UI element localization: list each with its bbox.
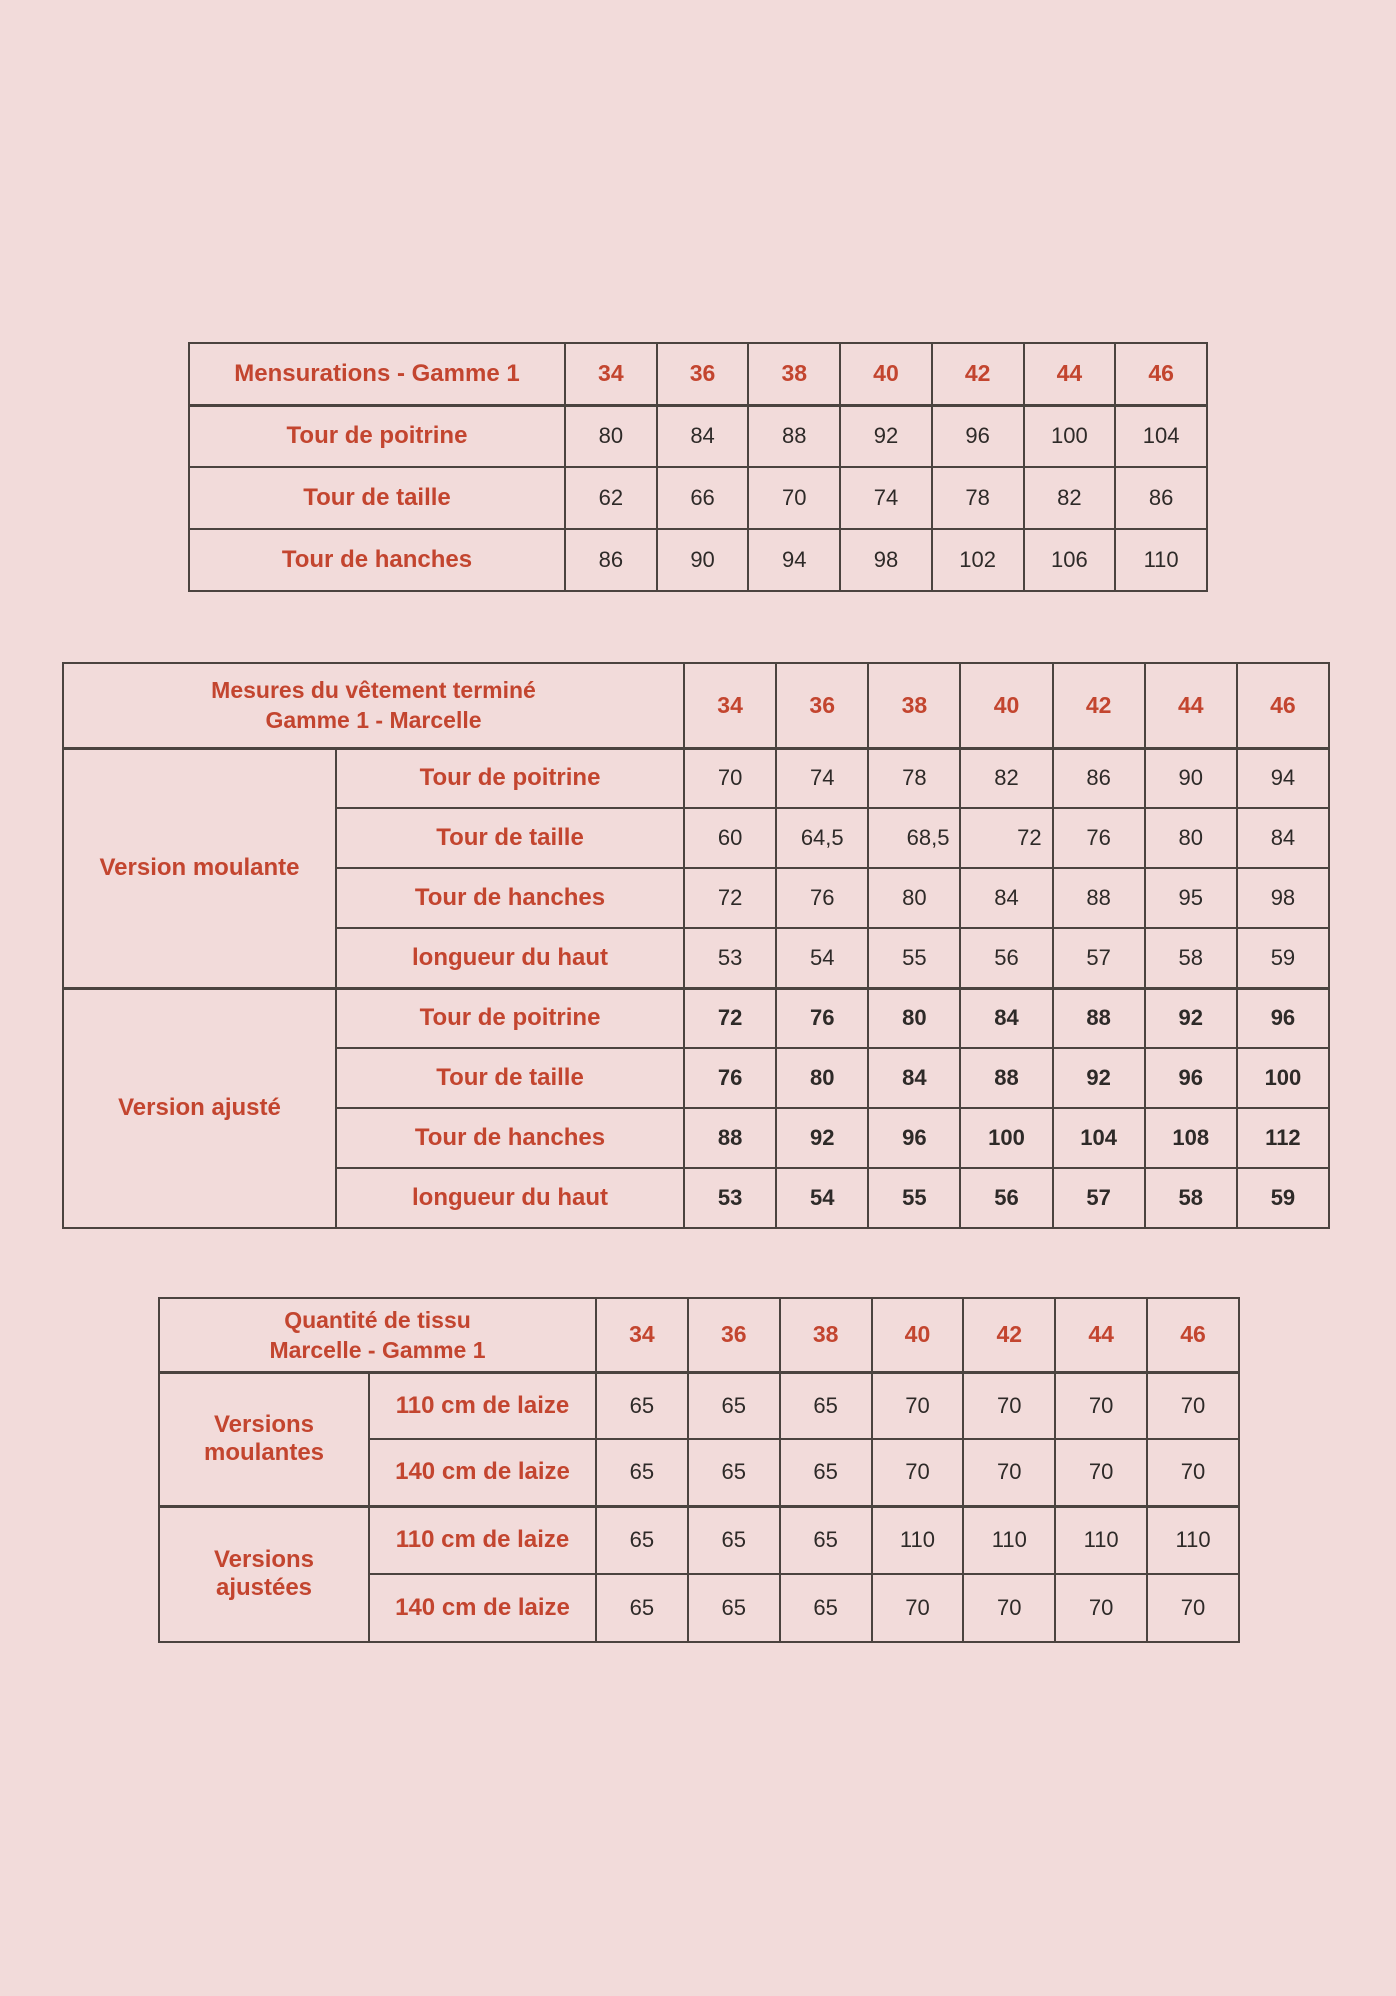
value-cell: 96 xyxy=(932,405,1024,467)
value-cell: 94 xyxy=(748,529,840,591)
value-cell: 96 xyxy=(868,1108,960,1168)
value-cell: 65 xyxy=(596,1574,688,1642)
measure-row-label: Tour de taille xyxy=(336,1048,684,1108)
mensurations-table xyxy=(188,342,1208,592)
value-cell: 70 xyxy=(1055,1439,1147,1506)
value-cell: 55 xyxy=(868,928,960,988)
value-cell: 70 xyxy=(872,1372,964,1439)
size-column-header: 34 xyxy=(684,663,776,748)
value-cell: 104 xyxy=(1115,405,1207,467)
value-cell: 65 xyxy=(780,1439,872,1506)
value-cell: 96 xyxy=(1145,1048,1237,1108)
size-column-header: 46 xyxy=(1115,343,1207,405)
size-column-header: 34 xyxy=(596,1298,688,1372)
size-column-header: 34 xyxy=(565,343,657,405)
size-column-header: 40 xyxy=(872,1298,964,1372)
value-cell: 110 xyxy=(1115,529,1207,591)
value-cell: 58 xyxy=(1145,928,1237,988)
value-cell: 68,5 xyxy=(868,808,960,868)
value-cell: 86 xyxy=(1115,467,1207,529)
value-cell: 98 xyxy=(1237,868,1329,928)
value-cell: 92 xyxy=(1053,1048,1145,1108)
value-cell: 92 xyxy=(840,405,932,467)
value-cell: 100 xyxy=(960,1108,1052,1168)
value-cell: 88 xyxy=(960,1048,1052,1108)
value-cell: 65 xyxy=(688,1372,780,1439)
size-column-header: 36 xyxy=(776,663,868,748)
measure-row-label: Tour de hanches xyxy=(189,529,565,591)
value-cell: 76 xyxy=(776,988,868,1048)
value-cell: 100 xyxy=(1237,1048,1329,1108)
value-cell: 74 xyxy=(776,748,868,808)
value-cell: 70 xyxy=(1147,1439,1239,1506)
fabric-width-label: 110 cm de laize xyxy=(369,1506,596,1574)
value-cell: 106 xyxy=(1024,529,1116,591)
measure-row-label: longueur du haut xyxy=(336,928,684,988)
table-title-line1: Quantité de tissu xyxy=(284,1306,471,1333)
measure-row-label: Tour de hanches xyxy=(336,1108,684,1168)
table-title xyxy=(63,663,684,748)
value-cell: 65 xyxy=(688,1574,780,1642)
value-cell: 70 xyxy=(872,1574,964,1642)
value-cell: 65 xyxy=(780,1574,872,1642)
value-cell: 70 xyxy=(1055,1574,1147,1642)
value-cell: 53 xyxy=(684,928,776,988)
value-cell: 110 xyxy=(872,1506,964,1574)
value-cell: 78 xyxy=(932,467,1024,529)
value-cell: 60 xyxy=(684,808,776,868)
value-cell: 65 xyxy=(596,1439,688,1506)
value-cell: 86 xyxy=(1053,748,1145,808)
table-title-line1: Mesures du vêtement terminé xyxy=(211,677,536,704)
measure-row-label: Tour de taille xyxy=(189,467,565,529)
size-column-header: 40 xyxy=(960,663,1052,748)
measure-row-label: Tour de taille xyxy=(336,808,684,868)
value-cell: 65 xyxy=(688,1506,780,1574)
fabric-quantity-table xyxy=(158,1297,1240,1643)
value-cell: 65 xyxy=(688,1439,780,1506)
value-cell: 100 xyxy=(1024,405,1116,467)
value-cell: 94 xyxy=(1237,748,1329,808)
value-cell: 92 xyxy=(776,1108,868,1168)
value-cell: 72 xyxy=(684,988,776,1048)
value-cell: 95 xyxy=(1145,868,1237,928)
size-column-header: 38 xyxy=(780,1298,872,1372)
value-cell: 84 xyxy=(868,1048,960,1108)
value-cell: 72 xyxy=(960,808,1052,868)
value-cell: 66 xyxy=(657,467,749,529)
section-label-line1: Versions xyxy=(213,1546,315,1574)
fabric-width-label: 140 cm de laize xyxy=(369,1439,596,1506)
table-title-line2: Marcelle - Gamme 1 xyxy=(269,1336,486,1363)
section-label-versions-ajustees xyxy=(159,1506,369,1642)
section-label-line1: Versions xyxy=(213,1411,315,1438)
value-cell: 84 xyxy=(960,868,1052,928)
value-cell: 84 xyxy=(960,988,1052,1048)
value-cell: 90 xyxy=(657,529,749,591)
value-cell: 70 xyxy=(1147,1574,1239,1642)
size-column-header: 44 xyxy=(1024,343,1116,405)
value-cell: 108 xyxy=(1145,1108,1237,1168)
value-cell: 80 xyxy=(868,868,960,928)
value-cell: 70 xyxy=(748,467,840,529)
value-cell: 53 xyxy=(684,1168,776,1228)
value-cell: 76 xyxy=(1053,808,1145,868)
value-cell: 88 xyxy=(748,405,840,467)
value-cell: 88 xyxy=(684,1108,776,1168)
measure-row-label: longueur du haut xyxy=(336,1168,684,1228)
measure-row-label: Tour de hanches xyxy=(336,868,684,928)
size-column-header: 40 xyxy=(840,343,932,405)
value-cell: 70 xyxy=(1055,1372,1147,1439)
measure-row-label: Tour de poitrine xyxy=(336,988,684,1048)
value-cell: 65 xyxy=(780,1372,872,1439)
value-cell: 56 xyxy=(960,1168,1052,1228)
value-cell: 70 xyxy=(963,1439,1055,1506)
value-cell: 110 xyxy=(963,1506,1055,1574)
table-title: Mensurations - Gamme 1 xyxy=(189,343,565,405)
value-cell: 80 xyxy=(1145,808,1237,868)
value-cell: 57 xyxy=(1053,1168,1145,1228)
size-column-header: 42 xyxy=(963,1298,1055,1372)
finished-garment-table xyxy=(62,662,1330,1229)
value-cell: 88 xyxy=(1053,988,1145,1048)
value-cell: 78 xyxy=(868,748,960,808)
value-cell: 70 xyxy=(963,1574,1055,1642)
value-cell: 65 xyxy=(780,1506,872,1574)
section-label-line2: moulantes xyxy=(203,1439,325,1466)
size-column-header: 44 xyxy=(1145,663,1237,748)
value-cell: 70 xyxy=(872,1439,964,1506)
value-cell: 110 xyxy=(1055,1506,1147,1574)
value-cell: 65 xyxy=(596,1506,688,1574)
value-cell: 64,5 xyxy=(776,808,868,868)
value-cell: 84 xyxy=(1237,808,1329,868)
size-column-header: 38 xyxy=(748,343,840,405)
value-cell: 112 xyxy=(1237,1108,1329,1168)
value-cell: 110 xyxy=(1147,1506,1239,1574)
value-cell: 72 xyxy=(684,868,776,928)
section-label-ajuste: Version ajusté xyxy=(63,988,336,1228)
value-cell: 80 xyxy=(565,405,657,467)
value-cell: 104 xyxy=(1053,1108,1145,1168)
value-cell: 86 xyxy=(565,529,657,591)
value-cell: 98 xyxy=(840,529,932,591)
size-column-header: 46 xyxy=(1147,1298,1239,1372)
measure-row-label: Tour de poitrine xyxy=(189,405,565,467)
table-title-line2: Gamme 1 - Marcelle xyxy=(265,707,482,734)
fabric-width-label: 110 cm de laize xyxy=(369,1372,596,1439)
value-cell: 80 xyxy=(868,988,960,1048)
value-cell: 62 xyxy=(565,467,657,529)
value-cell: 70 xyxy=(684,748,776,808)
section-label-versions-moulantes xyxy=(159,1372,369,1506)
value-cell: 84 xyxy=(657,405,749,467)
size-column-header: 42 xyxy=(932,343,1024,405)
value-cell: 76 xyxy=(684,1048,776,1108)
value-cell: 88 xyxy=(1053,868,1145,928)
size-column-header: 42 xyxy=(1053,663,1145,748)
value-cell: 82 xyxy=(960,748,1052,808)
value-cell: 70 xyxy=(1147,1372,1239,1439)
value-cell: 90 xyxy=(1145,748,1237,808)
size-column-header: 36 xyxy=(688,1298,780,1372)
value-cell: 54 xyxy=(776,928,868,988)
fabric-width-label: 140 cm de laize xyxy=(369,1574,596,1642)
size-column-header: 38 xyxy=(868,663,960,748)
value-cell: 80 xyxy=(776,1048,868,1108)
value-cell: 96 xyxy=(1237,988,1329,1048)
value-cell: 70 xyxy=(963,1372,1055,1439)
value-cell: 82 xyxy=(1024,467,1116,529)
value-cell: 55 xyxy=(868,1168,960,1228)
value-cell: 58 xyxy=(1145,1168,1237,1228)
value-cell: 54 xyxy=(776,1168,868,1228)
size-column-header: 44 xyxy=(1055,1298,1147,1372)
value-cell: 65 xyxy=(596,1372,688,1439)
measure-row-label: Tour de poitrine xyxy=(336,748,684,808)
value-cell: 56 xyxy=(960,928,1052,988)
value-cell: 74 xyxy=(840,467,932,529)
section-label-line2: ajustées xyxy=(215,1574,313,1602)
value-cell: 57 xyxy=(1053,928,1145,988)
value-cell: 92 xyxy=(1145,988,1237,1048)
value-cell: 59 xyxy=(1237,928,1329,988)
value-cell: 59 xyxy=(1237,1168,1329,1228)
value-cell: 102 xyxy=(932,529,1024,591)
size-column-header: 36 xyxy=(657,343,749,405)
table-title xyxy=(159,1298,596,1372)
size-column-header: 46 xyxy=(1237,663,1329,748)
section-label-moulante: Version moulante xyxy=(63,748,336,988)
value-cell: 76 xyxy=(776,868,868,928)
